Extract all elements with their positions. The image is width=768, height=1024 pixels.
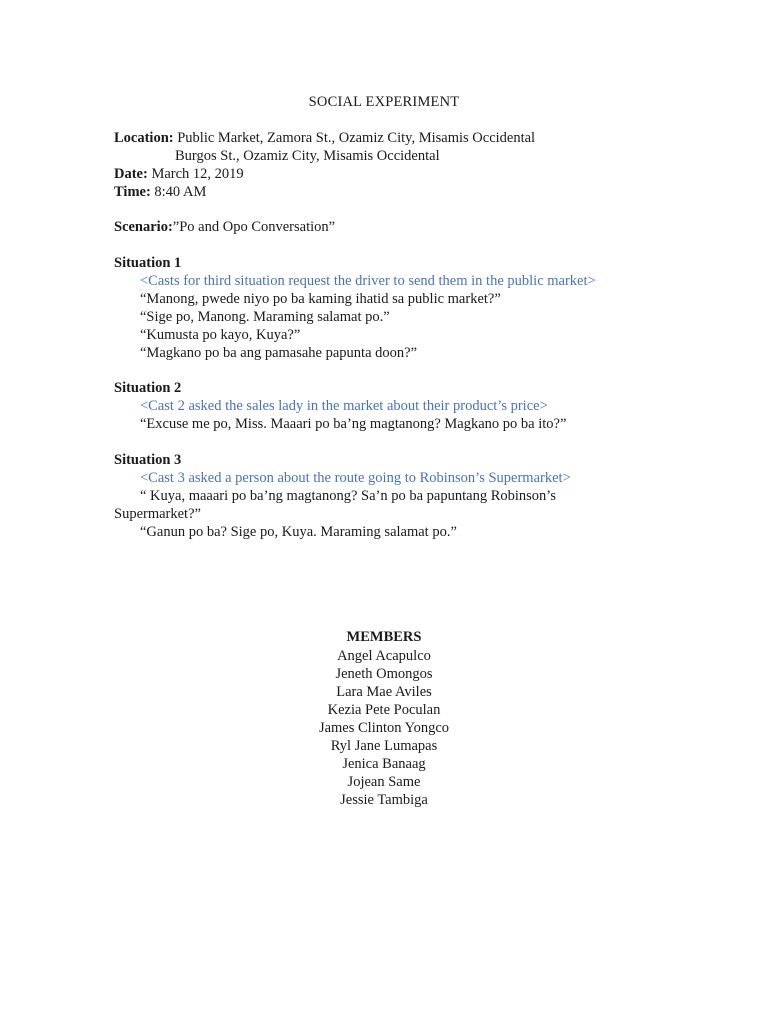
location-label: Location: [114,130,174,146]
situation-3-heading: Situation 3 [114,452,182,468]
situation-2-cue: <Cast 2 asked the sales lady in the market about their product’s price> [140,398,548,414]
situation-1-heading: Situation 1 [114,255,182,271]
situation-1-line: “Manong, pwede niyo po ba kaming ihatid sa public market?” [140,291,501,307]
time-row [114,183,206,201]
member-name: Jeneth Omongos [335,666,433,682]
date-value: March 12, 2019 [151,166,244,182]
situation-3-cue: <Cast 3 asked a person about the route going to Robinson’s Supermarket> [140,470,571,486]
member-name: Kezia Pete Poculan [327,702,441,718]
time-label: Time: [114,184,151,200]
scenario-label: Scenario: [114,219,173,235]
scenario-row [114,218,335,236]
location-value-1: Public Market, Zamora St., Ozamiz City, Misamis Occidental [177,130,536,146]
location-value-2: Burgos St., Ozamiz City, Misamis Occidental [175,148,440,164]
situation-1-cue: <Casts for third situation request the driver to send them in the public market> [140,273,596,289]
situation-3-line: Supermarket?” [114,506,201,522]
member-name: Jenica Banaag [342,756,426,772]
situation-1-line: “Sige po, Manong. Maraming salamat po.” [140,309,390,325]
member-name: Jessie Tambiga [340,792,428,808]
document-title: SOCIAL EXPERIMENT [308,94,460,110]
member-name: Lara Mae Aviles [336,684,432,700]
member-name: Ryl Jane Lumapas [330,738,438,754]
member-name: James Clinton Yongco [318,720,450,736]
situation-2-line: “Excuse me po, Miss. Maaari po ba’ng magtanong? Magkano po ba ito?” [140,416,567,432]
member-name: Angel Acapulco [337,648,431,664]
situation-2-heading: Situation 2 [114,380,182,396]
situation-3-line: “Ganun po ba? Sige po, Kuya. Maraming salamat po.” [140,524,457,540]
date-label: Date: [114,166,148,182]
time-value: 8:40 AM [154,184,207,200]
situation-3-line: “ Kuya, maaari po ba’ng magtanong? Sa’n po ba papuntang Robinson’s [140,488,556,504]
members-heading: MEMBERS [346,629,422,645]
location-row [114,129,535,147]
scenario-value: ”Po and Opo Conversation” [172,219,336,235]
situation-1-line: “Kumusta po kayo, Kuya?” [140,327,301,343]
date-row [114,165,244,183]
situation-1-line: “Magkano po ba ang pamasahe papunta doon?” [140,345,418,361]
member-name: Jojean Same [347,774,421,790]
